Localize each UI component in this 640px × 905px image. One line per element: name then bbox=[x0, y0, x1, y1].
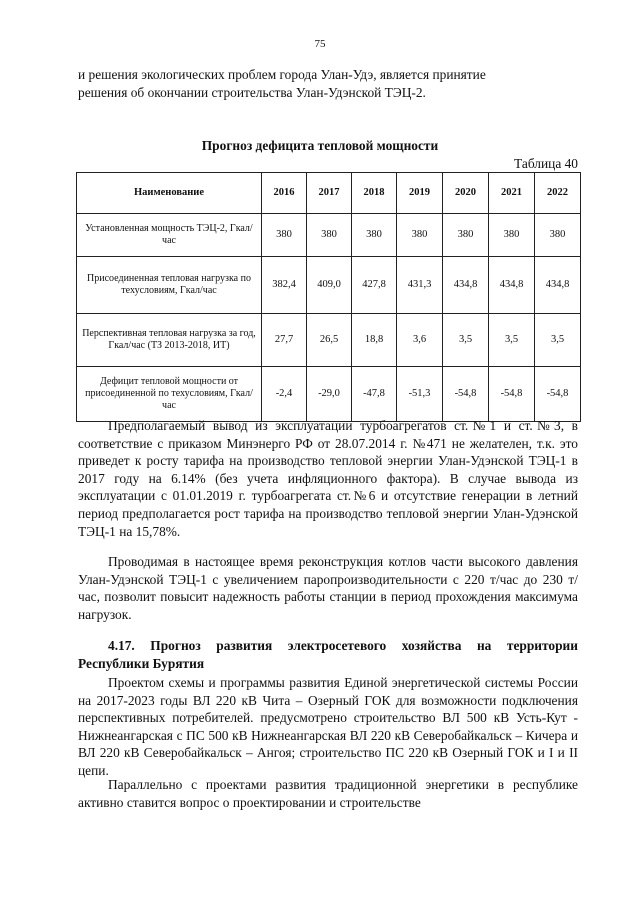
table-row bbox=[77, 257, 581, 314]
table-cell: 380 bbox=[262, 214, 307, 257]
paragraph-grid-projects: Проектом схемы и программы развития Единой энергетической системы России на 2017-2023 годы ВЛ 220 кВ Чита – Озерный ГОК для возможности подключения перспективных потребителей. предусмотрено строительство ВЛ 500 кВ Усть-Кут - Нижнеангарская с ПС 500 кВ Нижнеангарская ВЛ 220 кВ Северобайкальск – Кичера и ВЛ 220 кВ Северобайкальск – Ангоя; строительство ПС 220 кВ Озерный ГОК и I и II цепи. bbox=[78, 675, 578, 778]
table-cell: 26,5 bbox=[307, 314, 352, 367]
intro-line-2: решения об окончании строительства Улан-Удэнской ТЭЦ-2. bbox=[78, 85, 426, 100]
table-cell: 431,3 bbox=[397, 257, 443, 314]
col-header: 2018 bbox=[352, 173, 397, 214]
table-cell: 380 bbox=[352, 214, 397, 257]
table-cell: -54,8 bbox=[535, 367, 581, 422]
table-header-row bbox=[77, 173, 581, 214]
table-cell: 434,8 bbox=[489, 257, 535, 314]
table-cell: 382,4 bbox=[262, 257, 307, 314]
table-cell: 380 bbox=[307, 214, 352, 257]
table-cell: -2,4 bbox=[262, 367, 307, 422]
table-cell: -54,8 bbox=[443, 367, 489, 422]
table-row bbox=[77, 367, 581, 422]
table-cell: 3,5 bbox=[535, 314, 581, 367]
table-cell: 380 bbox=[397, 214, 443, 257]
table-row bbox=[77, 314, 581, 367]
table-cell: -54,8 bbox=[489, 367, 535, 422]
row-name: Установленная мощность ТЭЦ-2, Гкал/час bbox=[77, 214, 262, 257]
row-name: Присоединенная тепловая нагрузка по техусловиям, Гкал/час bbox=[77, 257, 262, 314]
table-cell: -47,8 bbox=[352, 367, 397, 422]
paragraph-boiler-reconstruction: Проводимая в настоящее время реконструкция котлов части высокого давления Улан-Удэнской ТЭЦ-1 с увеличением паропроизводительности с 220 т/час до 230 т/час, позволит повысит надежность работы станции в период прохождения максимума нагрузок. bbox=[78, 554, 578, 622]
col-header: 2016 bbox=[262, 173, 307, 214]
intro-line-1: и решения экологических проблем города Улан-Удэ, является принятие bbox=[78, 67, 486, 82]
table-cell: 380 bbox=[535, 214, 581, 257]
table-cell: 434,8 bbox=[443, 257, 489, 314]
page-number: 75 bbox=[314, 38, 326, 50]
table-cell: -51,3 bbox=[397, 367, 443, 422]
table-label: Таблица 40 bbox=[514, 156, 578, 171]
table-cell: 27,7 bbox=[262, 314, 307, 367]
table-cell: 380 bbox=[443, 214, 489, 257]
col-header: Наименование bbox=[77, 173, 262, 214]
col-header: 2020 bbox=[443, 173, 489, 214]
row-name: Перспективная тепловая нагрузка за год, Гкал/час (ТЗ 2013-2018, ИТ) bbox=[77, 314, 262, 367]
table-cell: 18,8 bbox=[352, 314, 397, 367]
table-cell: 3,6 bbox=[397, 314, 443, 367]
table-cell: 434,8 bbox=[535, 257, 581, 314]
col-header: 2017 bbox=[307, 173, 352, 214]
paragraph-parallel-projects: Параллельно с проектами развития традиционной энергетики в республике активно ставится вопрос о проектировании и строительстве bbox=[78, 777, 578, 810]
table-cell: 409,0 bbox=[307, 257, 352, 314]
paragraph-turbine-decommission: Предполагаемый вывод из эксплуатации турбоагрегатов ст.№1 и ст.№3, в соответствие с приказом Минэнерго РФ от 28.07.2014 г. №471 не желателен, т.к. это приведет к росту тарифа на производство тепловой энергии Улан-Удэнской ТЭЦ-1 в 2017 году на 6.14% (без учета инфляционного фактора). В случае вывода из эксплуатации с 01.01.2019 г. турбоагрегата ст.№6 и отсутствие генерации в летний период предполагается рост тарифа на производство тепловой энергии Улан-Удэнской ТЭЦ-1 на 15,78%. bbox=[78, 418, 578, 539]
row-name: Дефицит тепловой мощности от присоединенной по техусловиям, Гкал/час bbox=[77, 367, 262, 422]
heat-deficit-table bbox=[76, 172, 581, 422]
table-cell: 380 bbox=[489, 214, 535, 257]
table-cell: 3,5 bbox=[489, 314, 535, 367]
table-cell: 3,5 bbox=[443, 314, 489, 367]
section-heading: 4.17. Прогноз развития электросетевого хозяйства на территории Республики Бурятия bbox=[78, 638, 578, 671]
col-header: 2022 bbox=[535, 173, 581, 214]
col-header: 2019 bbox=[397, 173, 443, 214]
col-header: 2021 bbox=[489, 173, 535, 214]
table-title: Прогноз дефицита тепловой мощности bbox=[201, 138, 439, 153]
table-cell: -29,0 bbox=[307, 367, 352, 422]
table-row bbox=[77, 214, 581, 257]
table-cell: 427,8 bbox=[352, 257, 397, 314]
